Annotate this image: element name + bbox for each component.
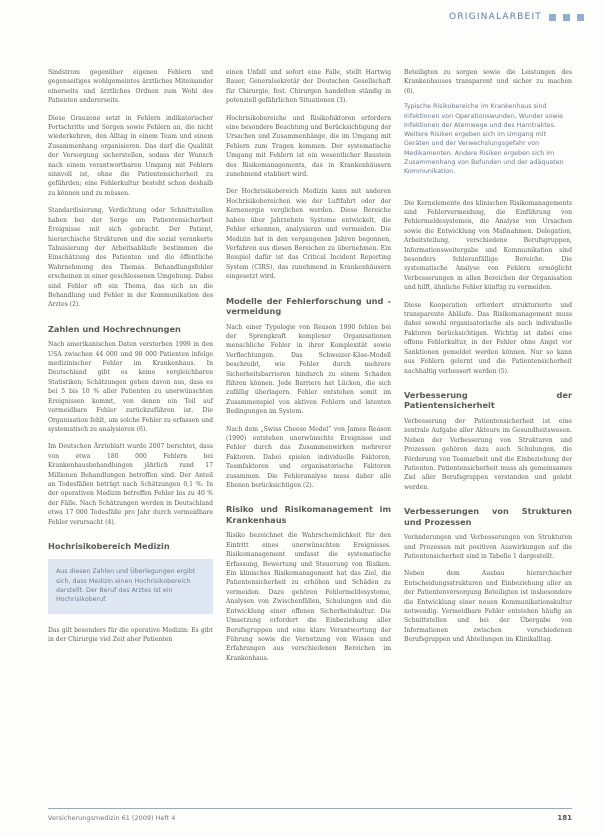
paragraph: Sindstrom gegenüber eigenen Fehlern und gegenseitiges wohlgemeintes ärztliches Miteinander einerseits und ärztliches Ordnen zum Wohl des Patienten andererseits. (48, 69, 213, 105)
paragraph: Beteiligten zu sorgen sowie die Leistungen des Krankenhauses transparent und sicher zu machen (6). (404, 69, 572, 95)
section-header (449, 12, 584, 22)
paragraph: Diese Grauzone setzt in Fehlern indikatorischer Fortschritte und Sorgen sowie Fehlern an, die nicht wiederkehren, den Alltag in einem Team und einem Zusammenhang organisieren. Das darf die Qualität der Versorgung sicherstellen, sodass der Wunsch nach einem verantwortbaren Umgang mit Fehlern sinnvoll ist, ohne die Patientensicherheit zu gefährden; eine Fehlerkultur besteht schon deshalb zu können und zu müssen. (48, 114, 213, 197)
paragraph: Diese Kooperation erfordert strukturierte und transparente Abläufe. Das Risikomanagement muss dabei sowohl organisatorische als auch individuelle Faktoren berücksichtigen. Wichtig ist dabei eine offene Fehlerkultur, in der Fehler ohne Angst vor Sanktionen gemeldet werden können. Nur so kann aus Fehlern gelernt und die Patientensicherheit nachhaltig verbessert werden (5). (404, 301, 572, 375)
highlight-box: Aus diesen Zahlen und Überlegungen ergibt sich, dass Medizin einen Hochrisikobereich darstellt. Der Beruf des Arztes ist ein Hochrisikoberuf. (48, 559, 213, 613)
paragraph: Im Deutschen Ärzteblatt wurde 2007 berichtet, dass von etwa 180 000 Fehlern bei Krankenhausbehandlungen jährlich rund 17 Millionen Behandlungen betroffen sind. Der Anteil an Todesfällen beträgt nach Schätzungen 0,1 %. In der operativen Medizin betreffen Fehler bis zu 40 % der Fälle. Nach Schätzungen werden in Deutschland etwa 17 000 Todesfälle pro Jahr durch vermeidbare Fehler verursacht (4). (48, 443, 213, 526)
highlight-box: Typische Risikobereiche im Krankenhaus sind Infektionen von Operationswunden, Wunder sowie Infektionen der Atemwege und des Harntraktes. Weitere Risiken ergeben sich im Umgang mit Geräten und der Verwechslungsgefahr von Medikamenten. Andere Risiken ergeben sich im Zusammenhang von Befunden und der adäquaten Kommunikation. (404, 103, 564, 176)
paragraph: Veränderungen und Verbesserungen von Strukturen und Prozessen mit positiven Auswirkungen auf die Patientensicherheit sind in Tabelle 1 dargestellt. (404, 534, 572, 560)
paragraph: Die Kernelemente des klinischen Risikomanagements sind Fehlervermeidung, die Einführung von Fehlermeldesystemen, die Analyse von Ursachen sowie die Entwicklung von Maßnahmen. Delegation, Arbeitsteilung, verschiedene Berufsgruppen, Informationsweitergabe und Kommunikation sind besonders fehleranfällige Bereiche. Die systematische Analyse von Fehlern ermöglicht Verbesserungen in allen Bereichen der Organisation und hilft, ähnliche Fehler künftig zu vermeiden. (404, 199, 572, 292)
page-number: 181 (557, 814, 572, 822)
decor-square-2 (563, 14, 570, 21)
column-right (404, 68, 572, 653)
paragraph: Neben dem Ausbau hierarchischer Entscheidungsstrukturen und Einbeziehung aller an der Patientenversorgung Beteiligten ist insbesondere die Entwicklung einer neuen Kommunikationskultur notwendig. Vermeidbare Fehler entstehen häufig an Schnittstellen und bei der Übergabe von Informationen zwischen verschiedenen Berufsgruppen und Abteilungen im Klinikalltag. (404, 570, 572, 644)
section-heading: Hochrisikobereich Medizin (48, 540, 170, 551)
paragraph: Der Hochrisikobereich Medizin kann mit anderen Hochrisikobereichen wie der Luftfahrt oder der Kernenergie verglichen werden. Diese Bereiche haben über Jahrzehnte Systeme entwickelt, die Fehler erkennen, analysieren und vermeiden. Die Medizin hat in den vergangenen Jahren begonnen, Verfahren aus diesen Bereichen zu übernehmen. Ein Beispiel dafür ist das Critical Incident Reporting System (CIRS), das zunehmend in Krankenhäusern eingesetzt wird. (226, 188, 391, 281)
section-heading: Zahlen und Hochrechnungen (48, 323, 181, 334)
section-heading: Risiko und Risikomanagement im Krankenhaus (226, 504, 391, 525)
column-left (48, 68, 213, 652)
paragraph: Standardisierung, Verdichtung oder Schnittstellen haben bei der Sorge um Patientensicherheit Ereignisse mit sich gebracht. Der Patient, hierarchische Strukturen und die sozial verankerte Tabuisierung der Arbeitsabläufe bestimmen die Einschätzung des Patienten und die öffentliche Wahrnehmung des Themas. Behandlungsfehler erscheinen in einer geschlossenen Umgebung. Dabei sind Fehler oft ein Thema, das sich an die Behandlung und Fehler in der Kommunikation des Arztes (2). (48, 207, 213, 309)
section-heading: Verbesserung der Patientensicherheit (404, 389, 572, 411)
page-footer (48, 808, 572, 822)
column-middle (226, 68, 391, 671)
paragraph: Nach einer Typologie von Reason 1990 fehlen bei der Sprengkraft komplexer Organisationen menschliche Fehler in ihrer Komplexität sowie Verflechtungen. Das Schweizer-Käse-Modell beschreibt, wie Fehler durch mehrere Sicherheitsbarrieren hindurch zu einem Schaden führen können. Jede Barriere hat Lücken, die sich zufällig überlagern. Fehler entstehen somit im Zusammenspiel von aktiven Fehlern und latenten Bedingungen im System. (226, 323, 391, 416)
paragraph: Nach dem „Swiss Cheese Model“ von James Reason (1990) entstehen unerwünschte Ereignisse und Fehler durch das Zusammenwirken mehrerer Faktoren. Dabei spielen individuelle Faktoren, Teamfaktoren und organisatorische Faktoren zusammen. Die Fehleranalyse muss daher alle Ebenen berücksichtigen (2). (226, 425, 391, 490)
decor-square-1 (549, 14, 556, 21)
paragraph: Verbesserung der Patientensicherheit ist eine zentrale Aufgabe aller Akteure im Gesundheitswesen. Neben der Verbesserung von Strukturen und Prozessen gehören dazu auch Schulungen, die Förderung von Teamarbeit und die Einbeziehung der Patienten. Patientensicherheit muss als gemeinsames Ziel aller Berufsgruppen verstanden und gelebt werden. (404, 417, 572, 491)
paragraph: Risiko bezeichnet die Wahrscheinlichkeit für den Eintritt eines unerwünschten Ereignisses. Risikomanagement umfasst die systematische Erfassung, Bewertung und Steuerung von Risiken. Ein klinisches Risikomanagement hat das Ziel, die Patientensicherheit zu erhöhen und Schäden zu vermeiden. Dazu gehören Fehlermeldesysteme, Analysen von Zwischenfällen, Schulungen und die Entwicklung einer offenen Sicherheitskultur. Die Umsetzung erfordert die Einbeziehung aller Berufsgruppen und eine klare Verantwortung der Führung sowie die Vernetzung von Wissen und Erfahrungen aus verschiedenen Bereichen im Krankenhaus. (226, 532, 391, 662)
paragraph: Das gilt besonders für die operative Medizin: Es gibt in der Chirurgie viel Zeit aber Patienten (48, 626, 213, 644)
paragraph: Nach amerikanischen Daten versterben 1999 in den USA zwischen 44 000 und 98 000 Patienten infolge medizinischer Fehler im Krankenhaus. In Deutschland gibt es keine vergleichbaren Statistiken; Schätzungen gehen davon aus, dass es bei 5 bis 10 % aller Patienten zu unerwünschten Ereignissen kommt, von denen ein Teil auf vermeidbare Fehler zurückzuführen ist. Die Organisation fehlt, um solche Fehler zu erfassen und systematisch zu analysieren (6). (48, 341, 213, 433)
section-heading: Modelle der Fehlerforschung und -vermeidung (226, 295, 391, 317)
journal-citation: Versicherungsmedizin 61 (2009) Heft 4 (48, 814, 176, 822)
paragraph: einen Unfall und sofort eine Falle, stellt Hartwig Bauer, Generalsekretär der Deutschen Gesellschaft für Chirurgie, fest. Chirurgen handelten ständig in potenziell gefährlichen Situationen (3). (226, 69, 391, 105)
section-heading: Verbesserungen von Strukturen und Prozessen (404, 506, 572, 527)
decor-square-3 (577, 14, 584, 21)
paragraph: Hochrisikobereiche und Risikofaktoren erfordern eine besondere Beachtung und Berücksichtigung der Ursachen und Zusammenhänge, die im Umgang mit Fehlern zum Tragen kommen. Der systematische Umgang mit Fehlern ist ein wesentlicher Baustein des Risikomanagements, das in Krankenhäusern zunehmend etabliert wird. (226, 114, 391, 179)
section-label: ORIGINALARBEIT (449, 12, 542, 22)
